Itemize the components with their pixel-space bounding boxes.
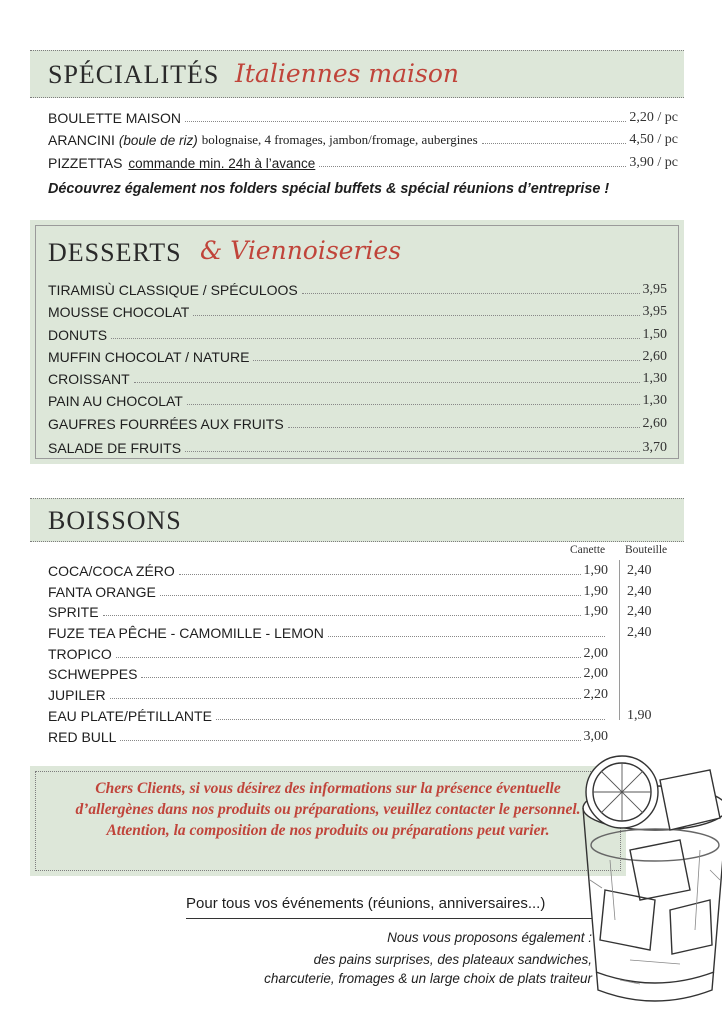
drink-row [48, 683, 608, 703]
desserts-subtitle: & Viennoiseries [200, 236, 402, 265]
dot-leader [319, 166, 626, 167]
item-name: SALADE DE FRUITS [48, 440, 182, 456]
bouteille-price: 2,40 [627, 625, 652, 640]
canette-price: 2,00 [583, 646, 608, 661]
events-line-3: charcuterie, fromages & un large choix de plats traiteur [264, 971, 592, 986]
item-name: TIRAMISÙ CLASSIQUE / SPÉCULOOS [48, 282, 298, 298]
item-price: 1,50 [642, 327, 667, 342]
boissons-title: BOISSONS [48, 506, 182, 535]
menu-item [48, 106, 678, 126]
drink-row [48, 704, 608, 724]
item-price: 2,60 [642, 349, 667, 364]
allergen-text: Chers Clients, si vous désirez des informations sur la présence éventuelle d’allergènes dans nos produits ou préparations, veuillez contacter le personnel. Attention, la composition de nos produits ou préparations peut varier. [75, 780, 581, 839]
item-name: TROPICO [48, 646, 112, 662]
dot-leader [179, 574, 581, 575]
dot-leader [482, 143, 627, 144]
dot-leader [302, 293, 640, 294]
item-name: RED BULL [48, 729, 117, 745]
drink-row [48, 621, 608, 641]
drink-row [48, 559, 608, 579]
menu-item [48, 278, 667, 298]
col-bouteille-header: Bouteille [625, 544, 668, 556]
item-name: EAU PLATE/PÉTILLANTE [48, 708, 212, 724]
buffet-note: Découvrez également nos folders spécial buffets & spécial réunions d’entreprise ! [48, 181, 610, 197]
item-price: 4,50 / pc [629, 132, 678, 147]
col-canette-header: Canette [570, 544, 606, 556]
menu-item [48, 389, 667, 409]
item-name: FANTA ORANGE [48, 584, 156, 600]
dot-leader [185, 451, 639, 452]
drink-row [48, 662, 608, 682]
item-name: CROISSANT [48, 371, 130, 387]
canette-price: 3,00 [583, 729, 608, 744]
item-name: ARANCINI [48, 132, 115, 148]
column-divider [619, 560, 620, 720]
menu-item [48, 300, 667, 320]
item-detail-underlined: commande min. 24h à l’avance [128, 156, 316, 171]
drink-row [48, 580, 608, 600]
menu-item [48, 345, 667, 365]
events-line-2: des pains surprises, des plateaux sandwiches, [313, 952, 592, 967]
canette-price: 2,20 [583, 687, 608, 702]
item-name: BOULETTE MAISON [48, 110, 182, 126]
menu-item [48, 151, 678, 171]
events-heading: Pour tous vos événements (réunions, anniversaires...) [186, 895, 546, 912]
cocktail-glass-illustration [560, 740, 722, 1030]
bouteille-price: 2,40 [627, 604, 652, 619]
dot-leader [160, 595, 581, 596]
events-underline [186, 918, 592, 919]
allergen-notice [30, 766, 626, 876]
item-price: 3,90 / pc [629, 155, 678, 170]
canette-price: 2,00 [583, 666, 608, 681]
dot-leader [110, 698, 581, 699]
specialites-title: SPÉCIALITÉS [48, 60, 220, 89]
dot-leader [328, 636, 605, 637]
item-price: 1,30 [642, 371, 667, 386]
menu-item [48, 128, 678, 148]
item-name: COCA/COCA ZÉRO [48, 563, 175, 579]
item-price: 2,20 / pc [629, 110, 678, 125]
item-name: FUZE TEA PÊCHE - CAMOMILLE - LEMON [48, 625, 324, 641]
drink-row [48, 725, 608, 745]
drink-row [48, 642, 608, 662]
dot-leader [193, 315, 639, 316]
item-price: 2,60 [642, 416, 667, 431]
item-name: SPRITE [48, 604, 99, 620]
menu-item [48, 323, 667, 343]
specialites-subtitle: Italiennes maison [235, 59, 459, 88]
bouteille-price: 2,40 [627, 584, 652, 599]
dot-leader [134, 382, 640, 383]
item-price: 3,70 [642, 440, 667, 455]
canette-price: 1,90 [583, 584, 608, 599]
bouteille-price: 1,90 [627, 708, 652, 723]
events-line-1: Nous vous proposons également : [387, 930, 592, 945]
item-detail: bolognaise, 4 fromages, jambon/fromage, aubergines [201, 132, 478, 147]
dot-leader [141, 677, 580, 678]
boissons-header [30, 498, 684, 542]
canette-price: 1,90 [583, 563, 608, 578]
dot-leader [116, 657, 581, 658]
item-name: PIZZETTAS [48, 155, 123, 171]
item-name: MUFFIN CHOCOLAT / NATURE [48, 349, 250, 365]
canette-price: 1,90 [583, 604, 608, 619]
desserts-title: DESSERTS [48, 238, 182, 267]
item-name: GAUFRES FOURRÉES AUX FRUITS [48, 416, 284, 432]
specialites-header [30, 50, 684, 98]
item-price: 3,95 [642, 282, 667, 297]
dot-leader [185, 121, 626, 122]
item-price: 3,95 [642, 304, 667, 319]
item-detail-italic: (boule de riz) [118, 133, 198, 148]
menu-item [48, 367, 667, 387]
drink-row [48, 600, 608, 620]
menu-item [48, 436, 667, 456]
item-name: JUPILER [48, 687, 106, 703]
dot-leader [253, 360, 639, 361]
bouteille-price: 2,40 [627, 563, 652, 578]
dot-leader [120, 740, 580, 741]
item-name: MOUSSE CHOCOLAT [48, 304, 190, 320]
item-name: PAIN AU CHOCOLAT [48, 393, 183, 409]
dot-leader [187, 404, 640, 405]
item-name: DONUTS [48, 327, 108, 343]
item-price: 1,30 [642, 393, 667, 408]
dot-leader [103, 615, 581, 616]
menu-item [48, 412, 667, 432]
dot-leader [288, 427, 640, 428]
dot-leader [216, 719, 605, 720]
dot-leader [111, 338, 639, 339]
item-name: SCHWEPPES [48, 666, 138, 682]
